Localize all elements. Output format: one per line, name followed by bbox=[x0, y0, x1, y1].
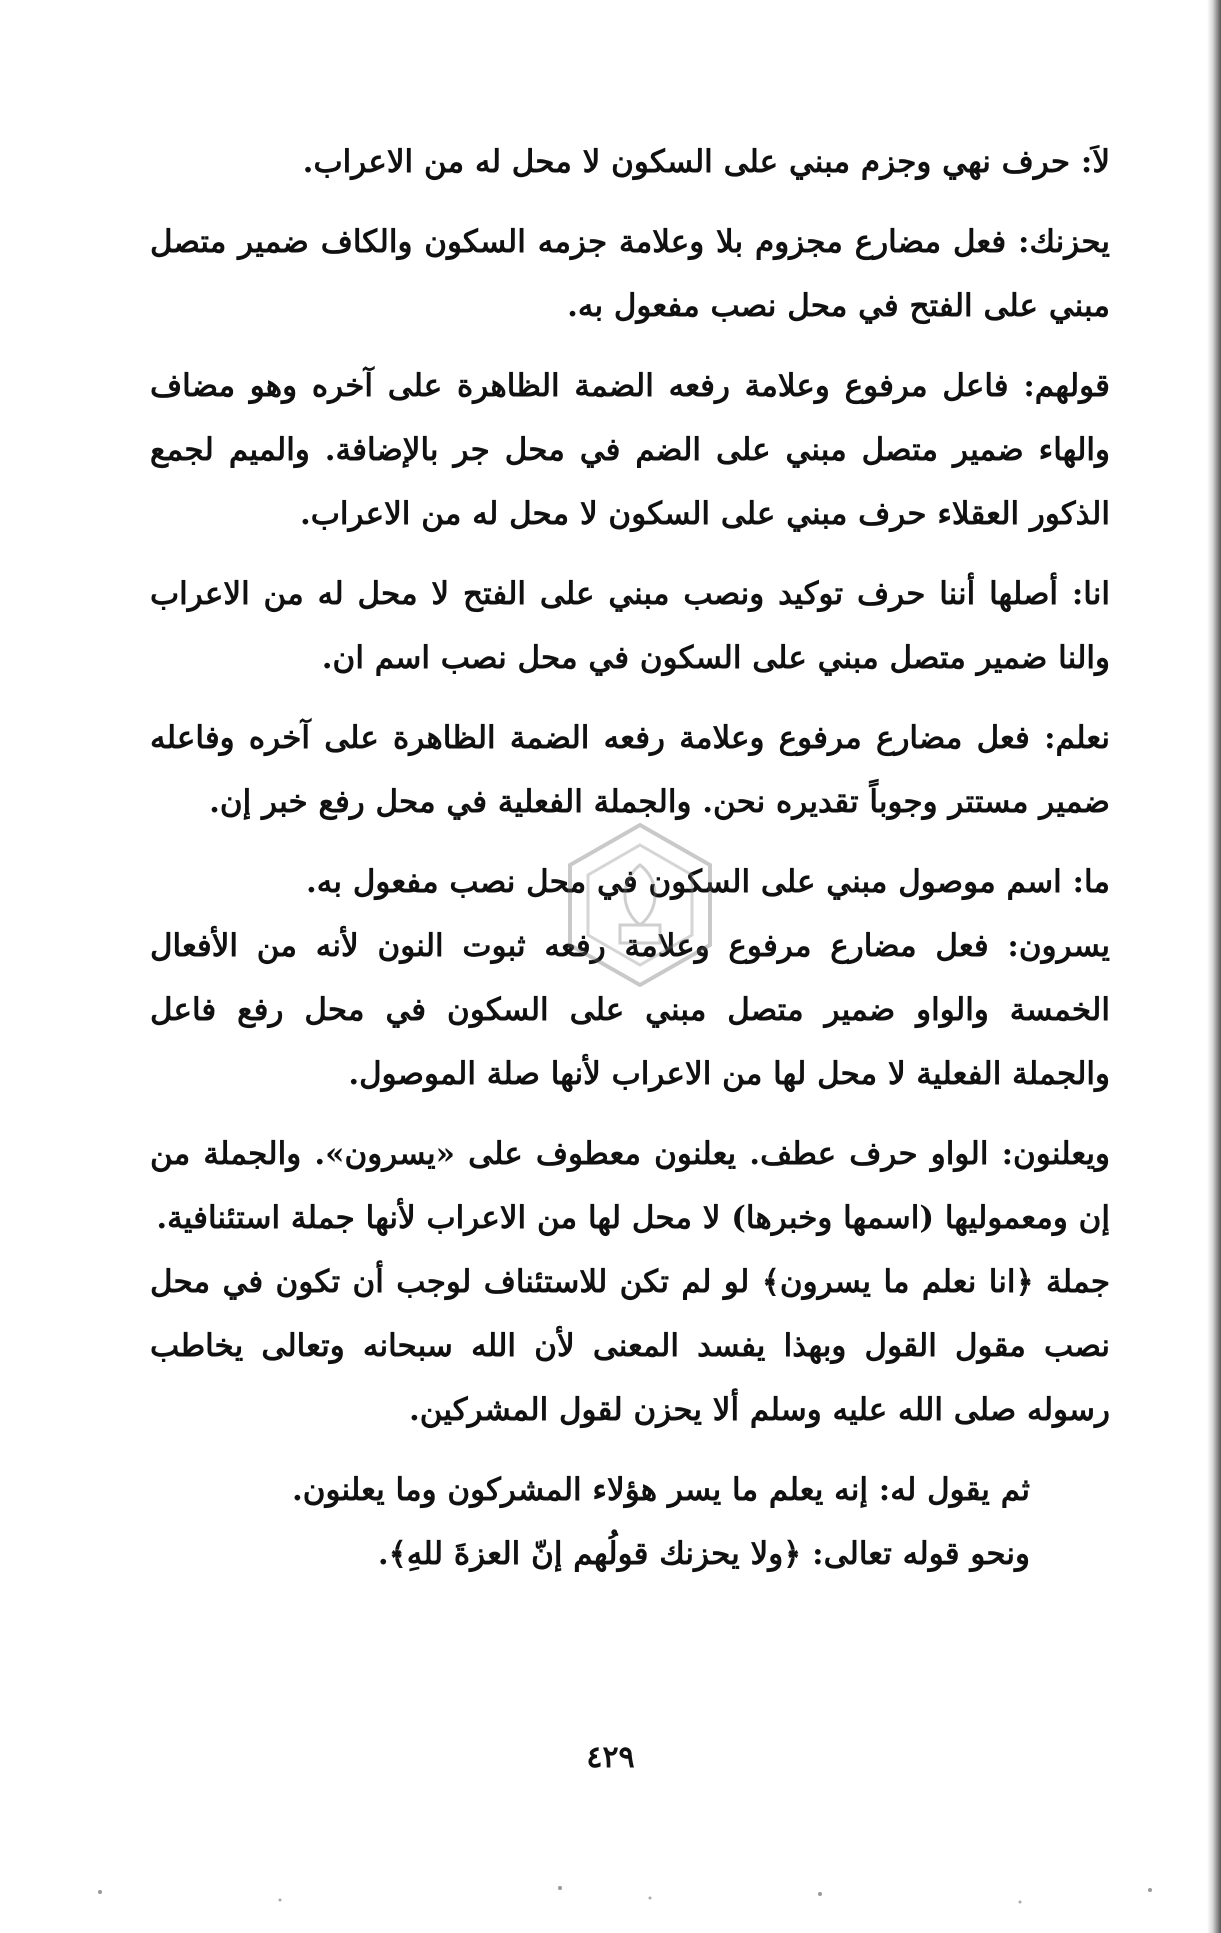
paragraph-thumma bbox=[150, 1458, 1110, 1522]
paragraph-text: اسم موصول مبني على السكون في محل نصب مفعول به. bbox=[305, 864, 1073, 900]
paragraph-text: حرف نهي وجزم مبني على السكون لا محل له من الاعراب. bbox=[302, 144, 1081, 180]
scan-noise bbox=[40, 1880, 1190, 1910]
paragraph-text: فاعل مرفوع وعلامة رفعه الضمة الظاهرة على آخره وهو مضاف والهاء ضمير متصل مبني على الضم في محل جر بالإضافة. والميم لجمع الذكور العقلاء حرف مبني على السكون لا محل له من الاعراب. bbox=[150, 368, 1110, 532]
paragraph-text: الواو حرف عطف. يعلنون معطوف على «يسرون». والجملة من إن ومعموليها (اسمها وخبرها) لا محل لها من الاعراب لأنها جملة استئنافية. bbox=[150, 1136, 1110, 1236]
paragraph-text: ﴿انا نعلم ما يسرون﴾ لو لم تكن للاستئناف لوجب أن تكون في محل نصب مقول القول وبهذا يفسد المعنى لأن الله سبحانه وتعالى يخاطب رسوله صلى الله عليه وسلم ألا يحزن لقول المشركين. bbox=[150, 1264, 1110, 1428]
library-seal-watermark-icon bbox=[560, 820, 720, 990]
paragraph-text: فعل مضارع مرفوع وعلامة رفعه الضمة الظاهرة على آخره وفاعله ضمير مستتر وجوباً تقديره نحن. والجملة الفعلية في محل رفع خبر إن. bbox=[150, 720, 1110, 820]
paragraph-text: ونحو قوله تعالى: ﴿ولا يحزنك قولُهم إنّ العزةَ للهِ﴾. bbox=[377, 1536, 1030, 1572]
paragraph-text: أصلها أننا حرف توكيد ونصب مبني على الفتح لا محل له من الاعراب والنا ضمير متصل مبني على السكون في محل نصب اسم ان. bbox=[150, 576, 1110, 676]
paragraph-naalamu bbox=[150, 706, 1110, 834]
term-jumla: جملة bbox=[1046, 1264, 1110, 1300]
paragraph-inna bbox=[150, 562, 1110, 690]
paragraph-la bbox=[150, 130, 1110, 194]
term-wayulinuna: ويعلنون: bbox=[1001, 1136, 1110, 1172]
paragraph-qawluhum bbox=[150, 354, 1110, 546]
term-ma: ما: bbox=[1072, 864, 1110, 900]
paragraph-wayulinuna bbox=[150, 1122, 1110, 1250]
paragraph-text: فعل مضارع مرفوع وعلامة رفعه ثبوت النون لأنه من الأفعال الخمسة والواو ضمير متصل مبني على السكون في محل رفع فاعل والجملة الفعلية لا محل لها من الاعراب لأنها صلة الموصول. bbox=[150, 928, 1110, 1092]
paragraph-text: فعل مضارع مجزوم بلا وعلامة جزمه السكون والكاف ضمير متصل مبني على الفتح في محل نصب مفعول به. bbox=[150, 224, 1110, 324]
term-la: لاَ: bbox=[1080, 144, 1110, 180]
term-qawluhum: قولهم: bbox=[1023, 368, 1110, 404]
term-yahzunka: يحزنك: bbox=[1018, 224, 1110, 260]
paragraph-nahwa bbox=[150, 1522, 1110, 1586]
term-yusirruna: يسرون: bbox=[1007, 928, 1110, 964]
term-inna: انا: bbox=[1071, 576, 1110, 612]
page-number: ٤٢٩ bbox=[586, 1740, 635, 1775]
term-naalamu: نعلم: bbox=[1044, 720, 1110, 756]
paragraph-yahzunka bbox=[150, 210, 1110, 338]
paragraph-jumla bbox=[150, 1250, 1110, 1442]
paragraph-text: ثم يقول له: إنه يعلم ما يسر هؤلاء المشركون وما يعلنون. bbox=[291, 1472, 1030, 1508]
scan-border bbox=[1207, 0, 1221, 1933]
